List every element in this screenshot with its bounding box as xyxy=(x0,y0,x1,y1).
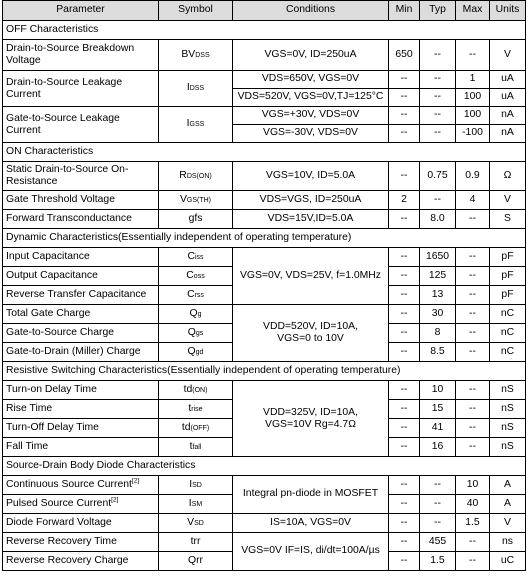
condition-cell: VDD=325V, ID=10A, VGS=10V Rg=4.7Ω xyxy=(233,381,389,457)
symbol-sub: oss xyxy=(193,272,205,280)
max-cell: -100 xyxy=(456,125,490,143)
min-cell: -- xyxy=(389,71,420,89)
typ-cell: 455 xyxy=(420,533,456,552)
condition-cell: VDS=650V, VGS=0V xyxy=(233,71,389,89)
section-title: Dynamic Characteristics(Essentially independent of operating temperature) xyxy=(3,229,526,248)
param-cell: Gate Threshold Voltage xyxy=(3,191,159,210)
symbol-sub: SD xyxy=(192,481,202,489)
min-cell: -- xyxy=(389,210,420,229)
symbol-main: BV xyxy=(181,48,196,60)
symbol-main: gfs xyxy=(188,212,203,224)
section-title: Resistive Switching Characteristics(Essentially independent of operating temperature) xyxy=(3,362,526,381)
symbol-cell xyxy=(159,552,233,571)
min-cell: -- xyxy=(389,438,420,457)
unit-cell: uA xyxy=(490,71,526,89)
typ-cell: 8.0 xyxy=(420,210,456,229)
max-cell: -- xyxy=(456,286,490,305)
symbol-cell xyxy=(159,419,233,438)
typ-cell: 125 xyxy=(420,267,456,286)
param-cell xyxy=(3,495,159,514)
symbol-sub: (ON) xyxy=(192,386,208,394)
symbol-cell xyxy=(159,191,233,210)
unit-cell: nS xyxy=(490,438,526,457)
max-cell: -- xyxy=(456,324,490,343)
typ-cell: -- xyxy=(420,495,456,514)
param-cell: Forward Transconductance xyxy=(3,210,159,229)
symbol-sub: fall xyxy=(192,443,202,451)
param-cell: Diode Forward Voltage xyxy=(3,514,159,533)
max-cell: -- xyxy=(456,400,490,419)
symbol-main: td xyxy=(181,421,191,433)
min-cell: -- xyxy=(389,107,420,125)
symbol-cell xyxy=(159,210,233,229)
symbol-cell xyxy=(159,40,233,71)
typ-cell: 13 xyxy=(420,286,456,305)
section-row xyxy=(3,143,526,162)
header-units: Units xyxy=(490,1,526,21)
table-row xyxy=(3,476,526,495)
max-cell: 1 xyxy=(456,71,490,89)
table-row xyxy=(3,71,526,89)
param-cell xyxy=(3,476,159,495)
header-symbol: Symbol xyxy=(159,1,233,21)
param-cell: Fall Time xyxy=(3,438,159,457)
max-cell: -- xyxy=(456,40,490,71)
max-cell: -- xyxy=(456,267,490,286)
header-row xyxy=(3,1,526,21)
param-cell: Static Drain-to-Source On-Resistance xyxy=(3,162,159,191)
min-cell: -- xyxy=(389,400,420,419)
param-cell: Gate-to-Drain (Miller) Charge xyxy=(3,343,159,362)
symbol-main: Q xyxy=(189,307,198,319)
param-cell: Drain-to-Source Leakage Current xyxy=(3,71,159,107)
min-cell: -- xyxy=(389,89,420,107)
condition-cell: VGS=+30V, VDS=0V xyxy=(233,107,389,125)
min-cell: -- xyxy=(389,162,420,191)
symbol-main: I xyxy=(186,82,190,94)
symbol-main: I xyxy=(189,478,193,490)
unit-cell: A xyxy=(490,476,526,495)
symbol-main: td xyxy=(183,383,193,395)
section-row xyxy=(3,229,526,248)
param-cell: Total Gate Charge xyxy=(3,305,159,324)
typ-cell: -- xyxy=(420,71,456,89)
max-cell: 100 xyxy=(456,89,490,107)
symbol-cell xyxy=(159,71,233,107)
section-row xyxy=(3,362,526,381)
condition-cell: IS=10A, VGS=0V xyxy=(233,514,389,533)
symbol-main: C xyxy=(187,250,195,262)
condition-cell: VDS=15V,ID=5.0A xyxy=(233,210,389,229)
max-cell: -- xyxy=(456,305,490,324)
symbol-main: Qrr xyxy=(187,554,203,566)
symbol-main: V xyxy=(187,516,195,528)
unit-cell: nC xyxy=(490,305,526,324)
table-row xyxy=(3,381,526,400)
table-row xyxy=(3,162,526,191)
typ-cell: 8.5 xyxy=(420,343,456,362)
symbol-main: R xyxy=(179,169,187,181)
symbol-sub: iss xyxy=(194,253,204,261)
typ-cell: 10 xyxy=(420,381,456,400)
param-cell: Drain-to-Source Breakdown Voltage xyxy=(3,40,159,71)
symbol-cell xyxy=(159,305,233,324)
footnote-ref: [2] xyxy=(111,496,119,504)
unit-cell: nA xyxy=(490,107,526,125)
param-cell: Gate-to-Source Leakage Current xyxy=(3,107,159,143)
table-row xyxy=(3,533,526,552)
symbol-cell xyxy=(159,267,233,286)
max-cell: -- xyxy=(456,343,490,362)
param-text: Continuous Source Current xyxy=(6,478,132,490)
symbol-main: t xyxy=(189,440,193,452)
typ-cell: 41 xyxy=(420,419,456,438)
section-title: ON Characteristics xyxy=(3,143,526,162)
table-row xyxy=(3,248,526,267)
header-parameter: Parameter xyxy=(3,1,159,21)
unit-cell: V xyxy=(490,40,526,71)
param-cell: Turn-Off Delay Time xyxy=(3,419,159,438)
condition-cell: Integral pn-diode in MOSFET xyxy=(233,476,389,514)
typ-cell: -- xyxy=(420,40,456,71)
min-cell: -- xyxy=(389,495,420,514)
min-cell: 650 xyxy=(389,40,420,71)
symbol-main: V xyxy=(179,193,187,205)
symbol-cell xyxy=(159,533,233,552)
param-cell: Input Capacitance xyxy=(3,248,159,267)
condition-cell: VDS=520V, VGS=0V,TJ=125°C xyxy=(233,89,389,107)
unit-cell: pF xyxy=(490,286,526,305)
symbol-sub: gd xyxy=(195,348,204,356)
max-cell: -- xyxy=(456,533,490,552)
symbol-sub: SM xyxy=(191,500,203,508)
min-cell: -- xyxy=(389,324,420,343)
table-row xyxy=(3,40,526,71)
unit-cell: nA xyxy=(490,125,526,143)
unit-cell: Ω xyxy=(490,162,526,191)
symbol-main: C xyxy=(187,288,195,300)
symbol-cell xyxy=(159,514,233,533)
unit-cell: uA xyxy=(490,89,526,107)
max-cell: -- xyxy=(456,210,490,229)
unit-cell: nS xyxy=(490,400,526,419)
table-row xyxy=(3,191,526,210)
symbol-sub: GS(TH) xyxy=(186,196,212,204)
symbol-cell xyxy=(159,495,233,514)
min-cell: -- xyxy=(389,381,420,400)
symbol-main: trr xyxy=(190,535,201,547)
max-cell: -- xyxy=(456,438,490,457)
symbol-main: Q xyxy=(187,345,196,357)
typ-cell: 15 xyxy=(420,400,456,419)
max-cell: 100 xyxy=(456,107,490,125)
min-cell: 2 xyxy=(389,191,420,210)
max-cell: -- xyxy=(456,552,490,571)
symbol-sub: rise xyxy=(191,405,203,413)
unit-cell: V xyxy=(490,514,526,533)
typ-cell: -- xyxy=(420,107,456,125)
symbol-main: Q xyxy=(187,326,196,338)
typ-cell: -- xyxy=(420,514,456,533)
symbol-cell xyxy=(159,286,233,305)
symbol-main: I xyxy=(186,118,190,130)
param-cell: Gate-to-Source Charge xyxy=(3,324,159,343)
condition-cell: VGS=10V, ID=5.0A xyxy=(233,162,389,191)
param-cell: Output Capacitance xyxy=(3,267,159,286)
table-row xyxy=(3,210,526,229)
unit-cell: S xyxy=(490,210,526,229)
min-cell: -- xyxy=(389,533,420,552)
unit-cell: nS xyxy=(490,381,526,400)
symbol-cell xyxy=(159,438,233,457)
symbol-cell xyxy=(159,343,233,362)
symbol-sub: SD xyxy=(194,519,204,527)
min-cell: -- xyxy=(389,343,420,362)
symbol-main: t xyxy=(188,402,192,414)
max-cell: -- xyxy=(456,419,490,438)
table-row xyxy=(3,514,526,533)
typ-cell: -- xyxy=(420,191,456,210)
max-cell: 4 xyxy=(456,191,490,210)
symbol-cell xyxy=(159,400,233,419)
unit-cell: A xyxy=(490,495,526,514)
section-row xyxy=(3,457,526,476)
min-cell: -- xyxy=(389,248,420,267)
param-cell: Rise Time xyxy=(3,400,159,419)
typ-cell: 30 xyxy=(420,305,456,324)
condition-cell: VDS=VGS, ID=250uA xyxy=(233,191,389,210)
header-max: Max xyxy=(456,1,490,21)
min-cell: -- xyxy=(389,267,420,286)
symbol-sub: DSS xyxy=(189,85,205,93)
max-cell: 40 xyxy=(456,495,490,514)
section-title: OFF Characteristics xyxy=(3,21,526,40)
typ-cell: 1.5 xyxy=(420,552,456,571)
max-cell: 1.5 xyxy=(456,514,490,533)
param-cell: Reverse Transfer Capacitance xyxy=(3,286,159,305)
table-row xyxy=(3,107,526,125)
min-cell: -- xyxy=(389,125,420,143)
symbol-sub: (OFF) xyxy=(190,424,210,432)
symbol-cell xyxy=(159,476,233,495)
min-cell: -- xyxy=(389,419,420,438)
unit-cell: nC xyxy=(490,324,526,343)
condition-cell: VGS=0V, ID=250uA xyxy=(233,40,389,71)
typ-cell: -- xyxy=(420,476,456,495)
symbol-cell xyxy=(159,248,233,267)
min-cell: -- xyxy=(389,514,420,533)
header-conditions: Conditions xyxy=(233,1,389,21)
unit-cell: nS xyxy=(490,419,526,438)
typ-cell: 1650 xyxy=(420,248,456,267)
symbol-cell xyxy=(159,107,233,143)
unit-cell: pF xyxy=(490,248,526,267)
symbol-cell xyxy=(159,381,233,400)
max-cell: -- xyxy=(456,248,490,267)
param-cell: Turn-on Delay Time xyxy=(3,381,159,400)
min-cell: -- xyxy=(389,286,420,305)
section-title: Source-Drain Body Diode Characteristics xyxy=(3,457,526,476)
symbol-sub: DS(ON) xyxy=(186,172,212,180)
max-cell: -- xyxy=(456,381,490,400)
max-cell: 10 xyxy=(456,476,490,495)
table-row xyxy=(3,305,526,324)
condition-cell: VDD=520V, ID=10A, VGS=0 to 10V xyxy=(233,305,389,362)
symbol-sub: gs xyxy=(195,329,204,337)
min-cell: -- xyxy=(389,305,420,324)
electrical-characteristics-table xyxy=(2,0,526,571)
typ-cell: 16 xyxy=(420,438,456,457)
unit-cell: nC xyxy=(490,343,526,362)
typ-cell: -- xyxy=(420,125,456,143)
header-min: Min xyxy=(389,1,420,21)
symbol-cell xyxy=(159,162,233,191)
unit-cell: uC xyxy=(490,552,526,571)
condition-cell: VGS=0V IF=IS, di/dt=100A/µs xyxy=(233,533,389,571)
param-cell: Reverse Recovery Charge xyxy=(3,552,159,571)
max-cell: 0.9 xyxy=(456,162,490,191)
symbol-main: I xyxy=(188,497,192,509)
symbol-sub: GSS xyxy=(189,121,205,129)
param-text: Pulsed Source Current xyxy=(6,497,112,509)
footnote-ref: [2] xyxy=(131,477,140,485)
typ-cell: -- xyxy=(420,89,456,107)
condition-cell: VGS=0V, VDS=25V, f=1.0MHz xyxy=(233,248,389,305)
condition-cell: VGS=-30V, VDS=0V xyxy=(233,125,389,143)
symbol-cell xyxy=(159,324,233,343)
unit-cell: V xyxy=(490,191,526,210)
unit-cell: ns xyxy=(490,533,526,552)
min-cell: -- xyxy=(389,476,420,495)
section-row xyxy=(3,21,526,40)
unit-cell: pF xyxy=(490,267,526,286)
symbol-sub: rss xyxy=(194,291,204,299)
symbol-sub: DSS xyxy=(195,51,210,59)
param-cell: Reverse Recovery Time xyxy=(3,533,159,552)
typ-cell: 0.75 xyxy=(420,162,456,191)
header-typ: Typ xyxy=(420,1,456,21)
min-cell: -- xyxy=(389,552,420,571)
typ-cell: 8 xyxy=(420,324,456,343)
symbol-sub: g xyxy=(197,310,202,318)
symbol-main: C xyxy=(186,269,194,281)
